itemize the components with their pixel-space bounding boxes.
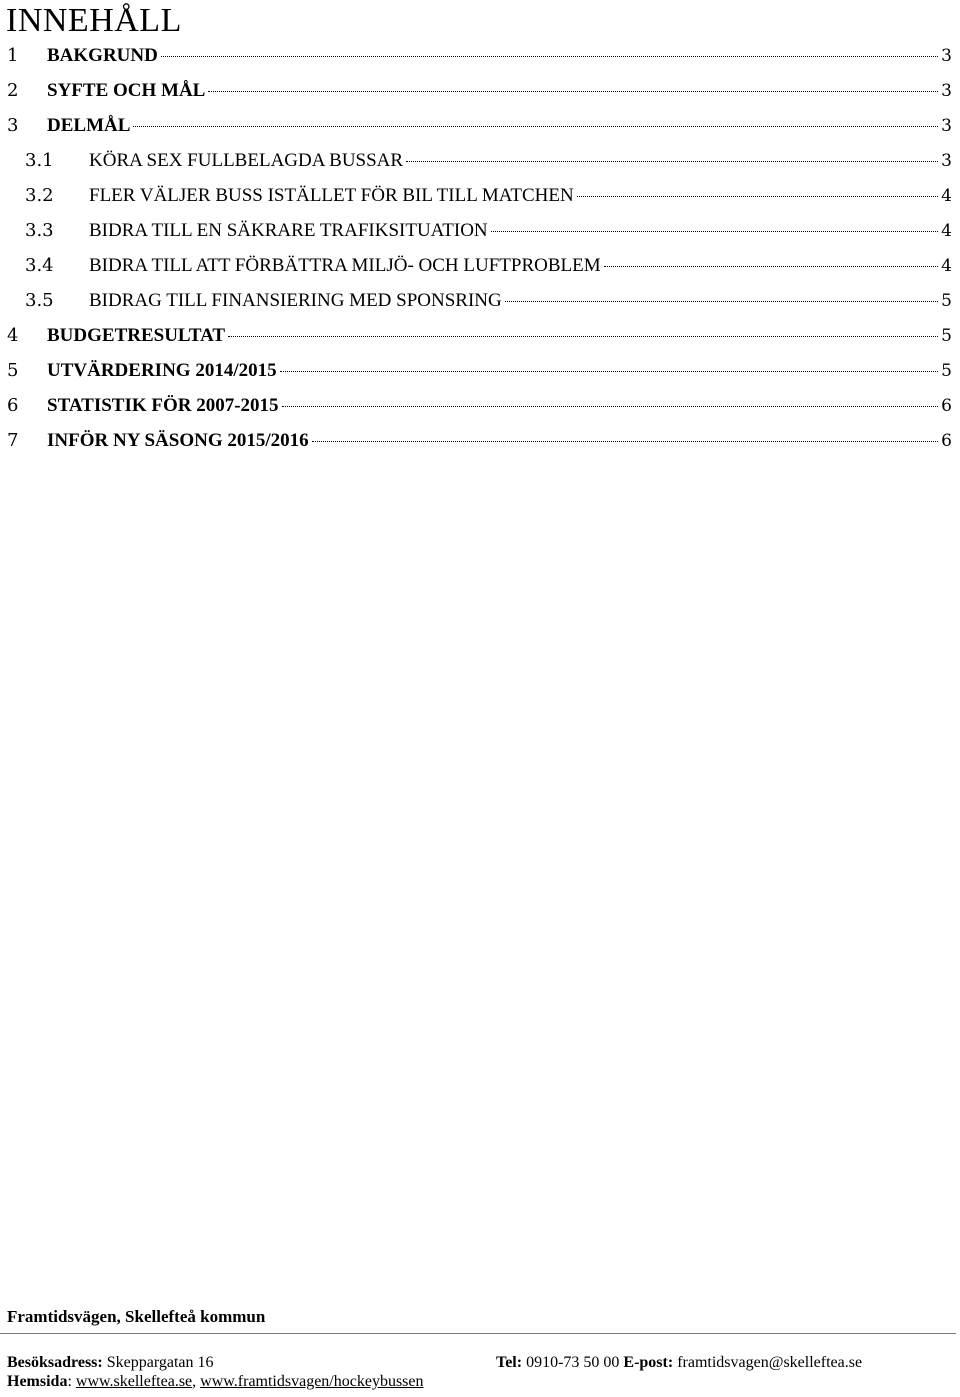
- toc-label: STATISTIK FÖR 2007-2015: [47, 395, 279, 416]
- web-label: Hemsida: [7, 1373, 68, 1390]
- toc-number: 3.3: [25, 220, 54, 241]
- toc-number: 3: [7, 115, 19, 136]
- toc-page-number: 3: [941, 81, 952, 101]
- toc-label: BIDRAG TILL FINANSIERING MED SPONSRING: [89, 290, 502, 311]
- dot-leader: [505, 301, 938, 302]
- toc-page-number: 6: [941, 431, 952, 451]
- dot-leader: [280, 371, 939, 372]
- dot-leader: [161, 56, 938, 57]
- footer-contact: [496, 1354, 862, 1372]
- toc-label: SYFTE OCH MÅL: [47, 80, 206, 101]
- toc-entry-3-5[interactable]: [0, 283, 960, 318]
- toc-entry-syfte-och-mal[interactable]: [0, 73, 960, 108]
- website-link-skelleftea[interactable]: www.skelleftea.se: [75, 1373, 193, 1390]
- toc-number: 3.1: [25, 150, 54, 171]
- toc-page-number: 4: [941, 221, 952, 241]
- toc-number: 4: [7, 325, 19, 346]
- toc-entry-3-3[interactable]: [0, 213, 960, 248]
- email-value: framtidsvagen@skelleftea.se: [677, 1354, 863, 1371]
- toc-entry-bakgrund[interactable]: [0, 38, 960, 73]
- dot-leader: [228, 336, 938, 337]
- toc-entry-utvardering[interactable]: [0, 353, 960, 388]
- toc-page-number: 4: [941, 256, 952, 276]
- toc-page-number: 5: [941, 326, 952, 346]
- toc-entry-3-4[interactable]: [0, 248, 960, 283]
- dot-leader: [312, 441, 939, 442]
- toc-entry-budgetresultat[interactable]: [0, 318, 960, 353]
- toc-label: BAKGRUND: [47, 45, 158, 66]
- toc-page-number: 4: [941, 186, 952, 206]
- footer-divider: [0, 1333, 956, 1334]
- toc-page-number: 3: [941, 116, 952, 136]
- visit-label: Besöksadress:: [7, 1354, 103, 1371]
- toc-number: 6: [7, 395, 19, 416]
- tel-value: 0910-73 50 00: [526, 1354, 620, 1371]
- toc-entry-statistik[interactable]: [0, 388, 960, 423]
- toc-page-number: 5: [941, 361, 952, 381]
- dot-leader: [491, 231, 939, 232]
- toc-entry-infor-ny-sasong[interactable]: [0, 423, 960, 458]
- page-title: INNEHÅLL: [6, 2, 182, 39]
- email-label: E-post:: [623, 1354, 674, 1371]
- web-comma: ,: [192, 1373, 197, 1390]
- toc-number: 3.2: [25, 185, 54, 206]
- toc-label: BIDRA TILL ATT FÖRBÄTTRA MILJÖ- OCH LUFTPROBLEM: [89, 255, 601, 276]
- dot-leader: [282, 406, 939, 407]
- footer-visit-address: [7, 1354, 214, 1372]
- website-link-hockeybussen[interactable]: www.framtidsvagen/hockeybussen: [200, 1373, 424, 1390]
- toc-label: INFÖR NY SÄSONG 2015/2016: [47, 430, 309, 451]
- toc-number: 3.4: [25, 255, 54, 276]
- dot-leader: [604, 266, 939, 267]
- toc-label: FLER VÄLJER BUSS ISTÄLLET FÖR BIL TILL MATCHEN: [89, 185, 574, 206]
- dot-leader: [406, 161, 938, 162]
- visit-value: Skeppargatan 16: [106, 1354, 214, 1371]
- toc-page-number: 3: [941, 151, 952, 171]
- web-separator: :: [67, 1373, 72, 1390]
- tel-label: Tel:: [496, 1354, 523, 1371]
- toc-label: BUDGETRESULTAT: [47, 325, 226, 346]
- toc-entry-3-2[interactable]: [0, 178, 960, 213]
- dot-leader: [133, 126, 938, 127]
- toc-number: 7: [7, 430, 19, 451]
- toc-label: BIDRA TILL EN SÄKRARE TRAFIKSITUATION: [89, 220, 488, 241]
- toc-label: DELMÅL: [47, 115, 131, 136]
- footer-website: [7, 1373, 424, 1391]
- footer-organization: Framtidsvägen, Skellefteå kommun: [7, 1307, 266, 1326]
- toc-number: 5: [7, 360, 19, 381]
- toc-page-number: 3: [941, 46, 952, 66]
- dot-leader: [577, 196, 938, 197]
- toc-label: KÖRA SEX FULLBELAGDA BUSSAR: [89, 150, 404, 171]
- toc-label: UTVÄRDERING 2014/2015: [47, 360, 277, 381]
- toc-number: 3.5: [25, 290, 54, 311]
- dot-leader: [208, 91, 938, 92]
- toc-page-number: 6: [941, 396, 952, 416]
- toc-number: 2: [7, 80, 19, 101]
- toc-page-number: 5: [941, 291, 952, 311]
- toc-number: 1: [7, 45, 19, 66]
- toc-entry-delmal[interactable]: [0, 108, 960, 143]
- toc-entry-3-1[interactable]: [0, 143, 960, 178]
